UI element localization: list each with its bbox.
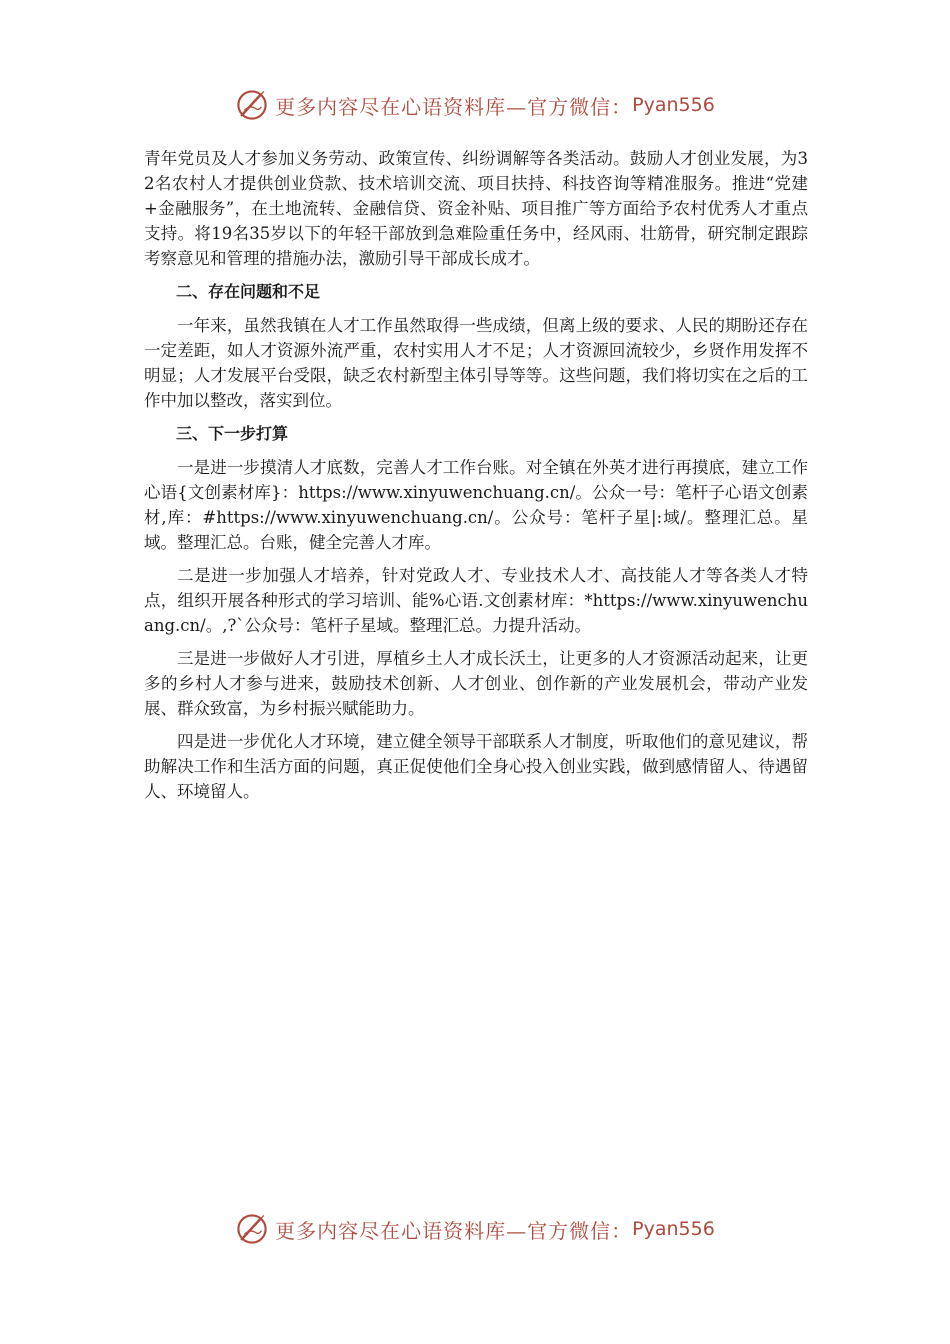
footer-banner-text: 更多内容尽在心语资料库—官方微信： [275, 1218, 633, 1243]
section-heading-next-steps: 三、下一步打算 [176, 424, 289, 443]
header-banner [0, 80, 950, 130]
paragraph-next-step-4: 四是进一步优化人才环境，建立健全领导干部联系人才制度，听取他们的意见建议，帮助解决工作和生活方面的问题，真正促使他们全身心投入创业实践，做到感情留人、待遇留人、环境留人。 [144, 732, 808, 801]
paragraph-problems: 一年来，虽然我镇在人才工作虽然取得一些成绩，但离上级的要求、人民的期盼还存在一定差距，如人才资源外流严重，农村实用人才不足；人才资源回流较少，乡贤作用发挥不明显；人才发展平台受限，缺乏农村新型主体引导等等。这些问题，我们将切实在之后的工作中加以整改，落实到位。 [144, 316, 808, 410]
header-banner-contact: Pyan556 [632, 94, 715, 116]
header-banner-text: 更多内容尽在心语资料库—官方微信： [275, 94, 633, 119]
pen-circle-logo-icon [235, 88, 269, 122]
paragraph-next-step-3: 三是进一步做好人才引进，厚植乡土人才成长沃土，让更多的人才资源活动起来，让更多的乡村人才参与进来，鼓励技术创新、人才创业、创作新的产业发展机会，带动产业发展、群众致富，为乡村振兴赋能助力。 [144, 649, 808, 718]
paragraph-next-step-1: 一是进一步摸清人才底数，完善人才工作台账。对全镇在外英才进行再摸底，建立工作心语{文创素材库}：https://www.xinyuwenchuang.cn/。公众一号：笔杆子心语文创素材,库：#https://www.xinyuwenchuang.cn/。公众号：笔杆子星|:域/。整理汇总。星域。整理汇总。台账，健全完善人才库。 [144, 458, 808, 552]
pen-circle-logo-icon [235, 1212, 269, 1246]
footer-banner [0, 1204, 950, 1254]
footer-banner-contact: Pyan556 [632, 1218, 715, 1240]
paragraph-talent-activities: 青年党员及人才参加义务劳动、政策宣传、纠纷调解等各类活动。鼓励人才创业发展，为32名农村人才提供创业贷款、技术培训交流、项目扶持、科技咨询等精准服务。推进“党建+金融服务”，在土地流转、金融信贷、资金补贴、项目推广等方面给予农村优秀人才重点支持。将19名35岁以下的年轻干部放到急难险重任务中，经风雨、壮筋骨，研究制定跟踪考察意见和管理的措施办法，激励引导干部成长成才。 [144, 149, 808, 268]
section-heading-problems: 二、存在问题和不足 [176, 282, 321, 301]
document-body [144, 146, 808, 812]
paragraph-next-step-2: 二是进一步加强人才培养，针对党政人才、专业技术人才、高技能人才等各类人才特点，组织开展各种形式的学习培训、能%心语.文创素材库：*https://www.xinyuwenchuang.cn/。,?`公众号：笔杆子星域。整理汇总。力提升活动。 [144, 566, 808, 635]
